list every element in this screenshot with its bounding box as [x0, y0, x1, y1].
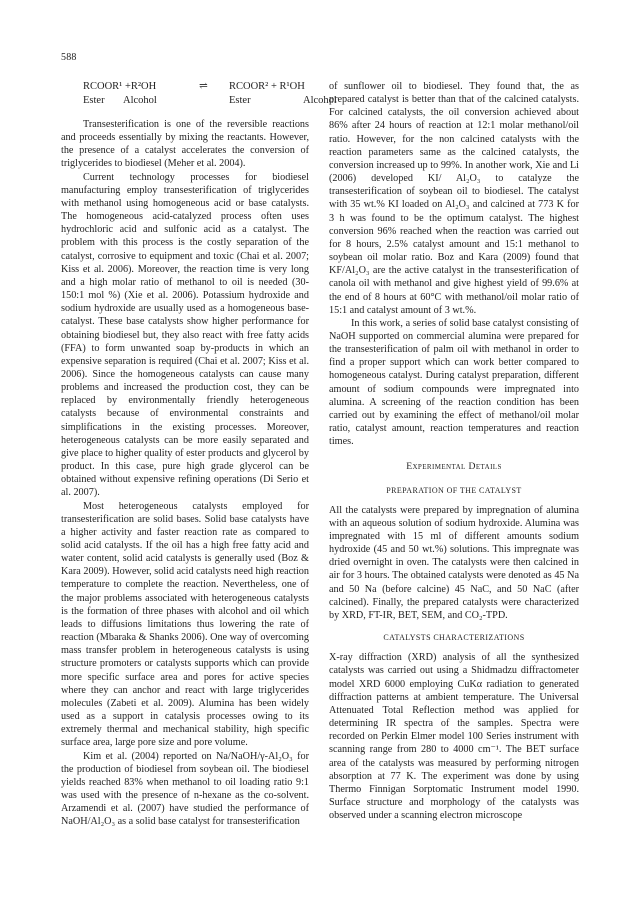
subsection-heading: CATALYSTS CHARACTERIZATIONS [383, 633, 525, 643]
paragraph: In this work, a series of solid base catalyst consisting of NaOH supported on commercial alumina were prepared for the transesterification of palm oil with methanol in order to find a proper support which can work better compared to homogeneous catalyst. During catalyst preparation, different amount of sodium compounds were impregnated into alumina. A screening of the reaction condition has been carried out by examining the effect of methanol/oil molar ratio, catalyst amount, reaction temperatures and reaction times. [329, 317, 579, 448]
paragraph: Current technology processes for biodiesel manufacturing employ transesterification of triglycerides with methanol using homogeneous acid or base catalysts. The homogeneous acid-catalyzed process often uses hydrochloric acid and sulfonic acid as a catalyst. The problem with this process is the costly separation of the catalyst, corrosive to equipment and toxic (Chai et al. 2007; Kiss et al. 2006). Moreover, the reaction time is very long and a high molar ratio of methanol to oil is needed (30-150:1 mol %) (Xie et al. 2006). Potassium hydroxide and sodium hydroxide are usually used as a homogeneous base-catalyst. These base catalysts show higher performance for obtaining biodiesel but, they also react with free fatty acids (FFA) to form unwanted soap by-products in which an expensive separation is required (Chai et al. 2007; Kiss et al. 2006). Since the homogeneous catalysts can cause many problems and increased the production cost, they can be replaced by environmentally friendly heterogeneous catalysts because of environmental constraints and simplifications in the existing processes. Moreover, heterogeneous catalysts can be more easily separated and give place to higher quality of ester products and glycerol by product. In this case, pure high grade glycerol can be obtained without expensive refining operations (Di Serio et al. 2007). [61, 171, 309, 499]
paragraph: X-ray diffraction (XRD) analysis of all the synthesized catalysts was carried out using a Shidmadzu diffractometer model XRD 6000 employing CuKα radiation to generated diffraction patterns at ambient temperature. The Universal Attenuated Total Reflection method was applied for determining IR spectra of the samples. Spectra were recorded on Perkin Elmer model 100 Series instrument with scanning range from 280 to 4000 cm⁻¹. The BET surface area of the catalysts was measured by performing nitrogen absorption at 77 K. The experiment was done by using Thermo Finnigan Sorptomatic Instrument model 1990. Surface structure and morphology of the catalysts was observed under a scanning electron microscope [329, 652, 579, 822]
paragraph: Most heterogeneous catalysts employed for transesterification are solid bases. Solid base catalysts have a higher activity and faster reaction rate as compared to solid acid catalysts. If the oil has a high free fatty acid and water content, solid acid catalysts is generally used (Boz & Kara 2009). However, solid acid catalysts need high reaction temperature to complete the reaction. Nevertheless, one of the major problems associated with heterogeneous catalysts is the formation of three phases with alcohol and oil which leads to diffusions limitations thus lowering the rate of reaction (Mbaraka & Shanks 2006). One way of overcoming mass transfer problem in heterogeneous catalysts is using structure promoters or catalysts supports which can provide more specific surface area and pores for active species where they can anchor and react with large triglycerides molecules (Zabeti et al. 2009). Alumina has been widely used as a support in catalysis processes owing to its extremely thermal and mechanical stability, high specific surface area, large pore size and pore volume. [61, 500, 309, 749]
equilibrium-arrow: ⇌ [199, 81, 208, 92]
paragraph: Transesterification is one of the reversible reactions and proceeds essentially by mixing the reactants. However, the presence of a catalyst accelerates the conversion of triglycerides to biodiesel (Meher et al. 2004). [61, 119, 309, 170]
equation-formula-row [61, 80, 309, 94]
right-column [329, 80, 579, 822]
label-alcohol-2: Alcohol [303, 94, 337, 106]
label-alcohol-1: Alcohol [123, 94, 157, 106]
equation-label-row [61, 94, 337, 108]
label-ester-1: Ester [83, 94, 105, 106]
equation-products: RCOOR² + R¹OH [229, 81, 305, 92]
paragraph: Kim et al. (2004) reported on Na/NaOH/γ-Al₂O₃ for the production of biodiesel from soybean oil. The biodiesel yields reached 83% when methanol to oil loading ratio 9:1 was used with the presence of n-hexane as the co-solvent. Arzamendi et al. (2007) have studied the performance of NaOH/Al₂O₃ as a solid base catalyst for transesterification [61, 750, 309, 828]
label-ester-2: Ester [229, 94, 251, 106]
paragraph: of sunflower oil to biodiesel. They found that, the as prepared catalyst is better than that of the calcined catalysts. For calcined catalysts, the oil conversion achieved about 86% after 24 hours of reaction at 12:1 molar methanol/oil ratio. However, for the non calcined catalysts with the reaction parameters same as the calcined catalysts, the conversion increased up to 99%. In another work, Xie and Li (2006) developed KI/ Al₂O₃ to catalyze the transesterification of soybean oil to biodiesel. The catalyst with 35 wt.% KI loaded on Al₂O₃ and calcined at 773 K for 3 h was found to be the optimum catalyst. The highest conversion 96% reached when the reaction was carried out for 8 hours, 2.5% catalyst amount and 15:1 methanol to soybean oil molar ratio. Boz and Kara (2009) found that KF/Al₂O₃ are the active catalyst in the transesterification of canola oil with methanol and give highest yield of 99.6% at the end of 8 hours at 60°C with methanol/oil molar ratio of 15:1 and catalyst amount of 3 wt.%. [329, 81, 579, 316]
paragraph: All the catalysts were prepared by impregnation of alumina with an aqueous solution of sodium hydroxide. Alumina was impregnated with 15 ml of different amounts sodium hydroxide (45 and 50 wt.%) solutions. This impregnate was dried overnight in oven. The catalysts were then calcined in air for 3 hours. The obtained catalysts were denoted as 45 Na and 50 Na (before calcine) 45 NaC, and 50 NaC (after calcined). Finally, the prepared catalysts were characterized by XRD, FT-IR, BET, SEM, and CO₂-TPD. [329, 504, 579, 621]
transesterification-equation [61, 80, 337, 107]
page-number: 588 [61, 52, 77, 63]
left-column [61, 80, 337, 828]
equation-reactants: RCOOR¹ +R²OH [83, 81, 157, 92]
subsection-heading: PREPARATION OF THE CATALYST [386, 485, 522, 495]
section-heading: Experimental Details [406, 461, 502, 473]
